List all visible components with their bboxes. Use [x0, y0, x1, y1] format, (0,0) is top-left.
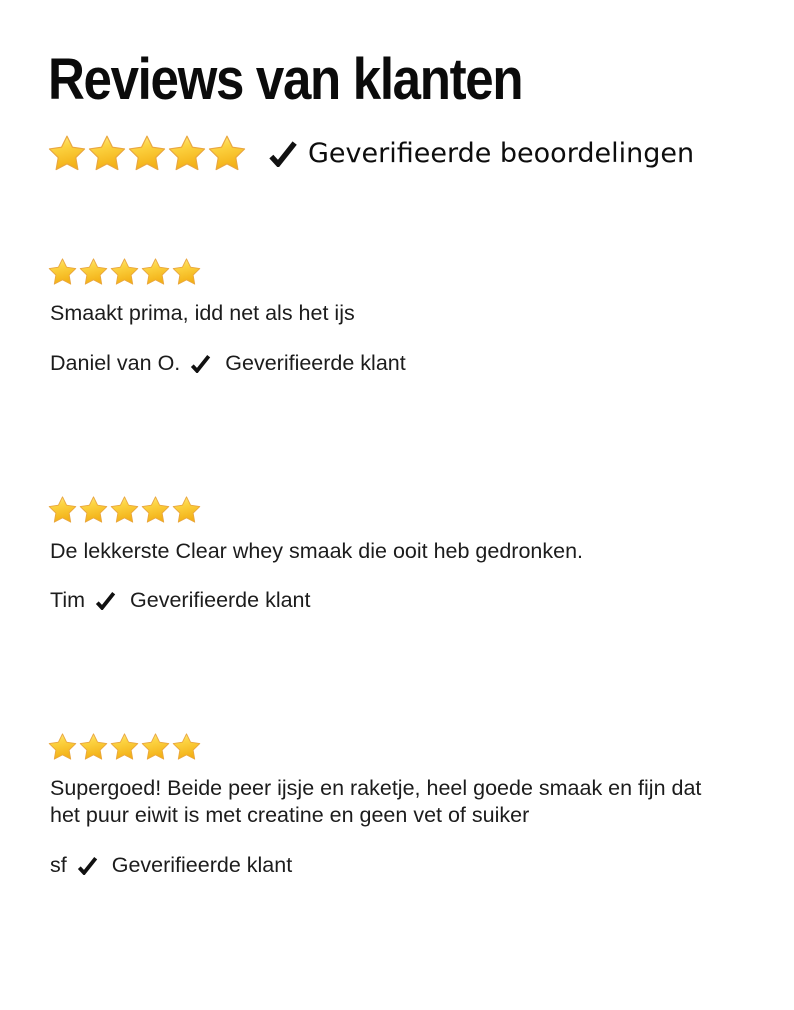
star-icon [88, 135, 126, 172]
verified-check-slot [246, 140, 298, 167]
review-text: De lekkerste Clear whey smaak die ooit heb gedronken. [50, 538, 584, 563]
verified-check-icon [190, 354, 211, 373]
star-icon [110, 496, 139, 524]
star-icon [79, 258, 108, 286]
review-verified-label: Geverifieerde klant [225, 350, 406, 375]
star-icon [168, 135, 206, 172]
verified-check-slot [67, 856, 98, 875]
star-icon [208, 135, 246, 172]
review-author-name: Daniel van O. [50, 350, 181, 375]
review-stars [48, 733, 201, 761]
star-icon [48, 733, 77, 761]
verified-check-slot [85, 591, 116, 610]
star-icon [172, 733, 201, 761]
review-verified-label: Geverifieerde klant [130, 588, 311, 613]
review-stars [48, 496, 201, 524]
overall-rating-row [48, 135, 754, 172]
star-icon [79, 733, 108, 761]
star-icon [110, 258, 139, 286]
review-verified-label: Geverifieerde klant [111, 852, 293, 877]
review-author-name: sf [50, 852, 67, 877]
verified-check-icon [268, 140, 298, 167]
verified-check-icon [77, 856, 98, 875]
review-card [48, 733, 754, 877]
review-author-row [50, 351, 754, 376]
review-text: Supergoed! Beide peer ijsje en raketje, heel goede smaak en fijn dat het puur eiwit is met creatine en geen vet of suiker [50, 776, 702, 827]
review-card [48, 258, 754, 376]
overall-rating-stars [48, 135, 246, 172]
star-icon [48, 135, 86, 172]
star-icon [79, 496, 108, 524]
star-icon [141, 258, 170, 286]
verified-check-slot [180, 354, 211, 373]
verified-check-icon [95, 591, 116, 610]
star-icon [141, 496, 170, 524]
review-author-row [50, 588, 754, 613]
star-icon [172, 496, 201, 524]
star-icon [172, 258, 201, 286]
reviews-list [48, 258, 754, 878]
review-author-name: Tim [50, 588, 86, 613]
page-title: Reviews van klanten [48, 47, 523, 112]
verified-reviews-label: Geverifieerde beoordelingen [308, 137, 695, 169]
review-stars [48, 258, 201, 286]
star-icon [128, 135, 166, 172]
review-card [48, 496, 754, 614]
review-author-row [50, 853, 754, 878]
star-icon [141, 733, 170, 761]
review-text: Smaakt prima, idd net als het ijs [50, 300, 355, 325]
star-icon [110, 733, 139, 761]
star-icon [48, 496, 77, 524]
star-icon [48, 258, 77, 286]
